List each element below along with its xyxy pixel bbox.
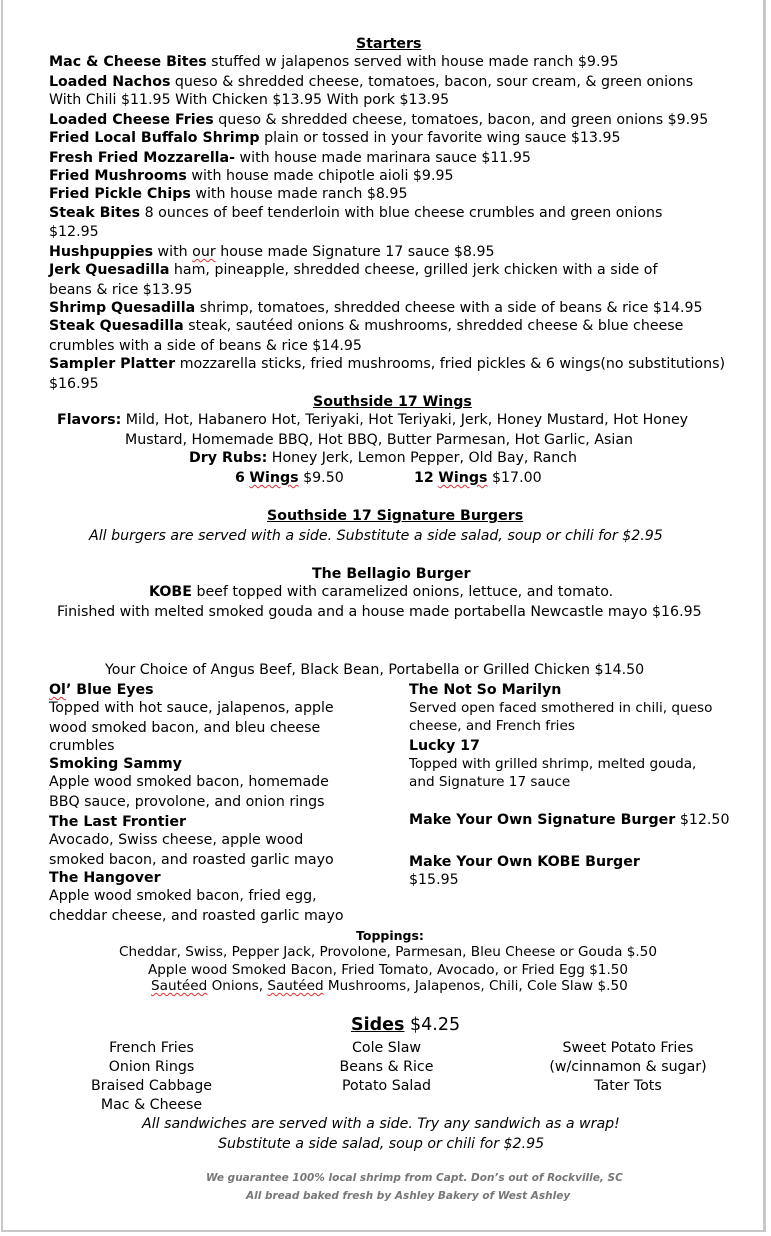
menu-item-loaded-cheese-fries	[49, 111, 708, 130]
menu-item-steak-quesadilla-cont: crumbles with a side of beans & rice $14.95	[49, 338, 362, 354]
menu-item-sampler-platter-price: $16.95	[49, 376, 99, 392]
item-desc: with house made chipotle aioli $9.95	[191, 168, 454, 184]
side-item: French Fries	[109, 1040, 194, 1056]
burger-last-frontier: The Last Frontier	[49, 814, 187, 830]
burger-desc-line: Topped with grilled shrimp, melted gouda,	[409, 756, 697, 772]
burger-desc-line: Served open faced smothered in chili, queso	[409, 700, 713, 716]
wings-flavors-line2: Mustard, Homemade BBQ, Hot BBQ, Butter Parmesan, Hot Garlic, Asian	[125, 432, 634, 448]
wings-dry-rubs	[189, 449, 577, 468]
item-desc: ham, pineapple, shredded cheese, grilled jerk chicken with a side of	[173, 262, 658, 278]
menu-item-buffalo-shrimp	[49, 129, 621, 148]
burger-lucky-17: Lucky 17	[409, 738, 480, 754]
side-item: (w/cinnamon & sugar)	[549, 1059, 707, 1075]
toppings-text: Mushrooms, Jalapenos, Chili, Cole Slaw $.50	[323, 978, 628, 994]
burger-desc-line: wood smoked bacon, and bleu cheese	[49, 720, 321, 736]
burger-choice: Your Choice of Angus Beef, Black Bean, Portabella or Grilled Chicken $14.50	[105, 662, 645, 678]
wings-twelve-count: 12	[414, 470, 434, 486]
burger-desc-line: BBQ sauce, provolone, and onion rings	[49, 794, 325, 810]
menu-item-mac-cheese-bites	[49, 53, 619, 72]
dry-rubs-label: Dry Rubs:	[189, 450, 268, 466]
toppings-line3	[151, 977, 628, 996]
footer-bread-note: All bread baked fresh by Ashley Bakery of West Ashley	[246, 1190, 571, 1202]
side-item: Beans & Rice	[339, 1059, 434, 1075]
menu-item-sampler-platter	[49, 355, 725, 374]
burger-ol-rest: ’ Blue Eyes	[65, 682, 154, 698]
item-desc: 8 ounces of beef tenderloin with blue cheese crumbles and green onions	[144, 205, 663, 221]
toppings-line2: Apple wood Smoked Bacon, Fried Tomato, Avocado, or Fried Egg $1.50	[148, 962, 629, 978]
item-name: Fried Pickle Chips	[49, 186, 191, 202]
toppings-heading: Toppings:	[356, 928, 424, 943]
wings-twelve-word: Wings	[438, 470, 488, 486]
item-name: Steak Quesadilla	[49, 318, 184, 334]
starters-heading: Starters	[356, 36, 422, 52]
burger-desc-line: cheese, and French fries	[409, 718, 575, 734]
menu-item-steak-bites	[49, 204, 662, 223]
menu-item-jerk-quesadilla-cont: beans & rice $13.95	[49, 282, 193, 298]
item-desc: with house made ranch $8.95	[195, 186, 408, 202]
burger-desc-line: cheddar cheese, and roasted garlic mayo	[49, 908, 344, 924]
burger-myo-kobe-price: $15.95	[409, 872, 459, 888]
burger-not-so-marilyn: The Not So Marilyn	[409, 682, 562, 698]
menu-item-loaded-nachos-options: With Chili $11.95 With Chicken $13.95 With pork $13.95	[49, 92, 450, 108]
item-desc: with house made marinara sauce $11.95	[239, 150, 531, 166]
wings-six-amount: $9.50	[303, 470, 344, 486]
side-item: Sweet Potato Fries	[562, 1040, 694, 1056]
menu-item-shrimp-quesadilla	[49, 299, 703, 318]
burger-ol-blue-eyes	[49, 681, 154, 700]
burger-desc-line: crumbles	[49, 738, 115, 754]
flavors-label: Flavors:	[57, 412, 122, 428]
item-name: Hushpuppies	[49, 244, 154, 260]
burger-desc-line: smoked bacon, and roasted garlic mayo	[49, 852, 334, 868]
burger-desc-line: Topped with hot sauce, jalapenos, apple	[49, 700, 334, 716]
item-name: Jerk Quesadilla	[49, 262, 170, 278]
sides-title: Sides	[351, 1015, 405, 1035]
side-item: Braised Cabbage	[91, 1078, 212, 1094]
toppings-sauteed: Sautéed	[267, 978, 324, 994]
wings-six-price	[235, 469, 344, 488]
item-desc: queso & shredded cheese, tomatoes, bacon, sour cream, & green onions	[174, 74, 694, 90]
side-item: Cole Slaw	[351, 1040, 421, 1056]
wings-six-count: 6	[235, 470, 245, 486]
footer-shrimp-note: We guarantee 100% local shrimp from Capt. Don’s out of Rockville, SC	[206, 1172, 623, 1184]
burger-hangover: The Hangover	[49, 870, 161, 886]
menu-item-steak-quesadilla	[49, 317, 683, 336]
menu-page	[1, 0, 766, 1232]
dry-rubs-list: Honey Jerk, Lemon Pepper, Old Bay, Ranch	[267, 450, 577, 466]
side-item: Onion Rings	[108, 1059, 195, 1075]
toppings-text: Onions,	[207, 978, 268, 994]
item-desc: plain or tossed in your favorite wing sauce $13.95	[264, 130, 621, 146]
side-item: Potato Salad	[341, 1078, 432, 1094]
item-name: Steak Bites	[49, 205, 141, 221]
wings-six-word: Wings	[249, 470, 299, 486]
toppings-line1: Cheddar, Swiss, Pepper Jack, Provolone, Parmesan, Bleu Cheese or Gouda $.50	[119, 944, 657, 960]
item-name: Fresh Fried Mozzarella-	[49, 150, 236, 166]
item-name: Sampler Platter	[49, 356, 176, 372]
menu-item-steak-bites-price: $12.95	[49, 224, 99, 240]
menu-item-fried-pickle-chips	[49, 185, 408, 204]
burger-smoking-sammy: Smoking Sammy	[49, 756, 182, 772]
wings-twelve-price	[414, 469, 542, 488]
bellagio-desc-line1	[149, 583, 613, 602]
item-desc: shrimp, tomatoes, shredded cheese with a side of beans & rice $14.95	[199, 300, 703, 316]
item-desc: mozzarella sticks, fried mushrooms, fried pickles & 6 wings(no substitutions)	[179, 356, 726, 372]
item-desc: with	[157, 244, 188, 260]
sides-note-1: All sandwiches are served with a side. Try any sandwich as a wrap!	[142, 1116, 620, 1132]
burger-make-your-own-signature	[409, 811, 729, 830]
sides-column-1	[79, 1039, 224, 1115]
item-name: Fried Mushrooms	[49, 168, 187, 184]
item-desc: queso & shredded cheese, tomatoes, bacon, and green onions $9.95	[218, 112, 709, 128]
burgers-heading: Southside 17 Signature Burgers	[267, 508, 524, 524]
flavors-list: Mild, Hot, Habanero Hot, Teriyaki, Hot Teriyaki, Jerk, Honey Mustard, Hot Honey	[121, 412, 689, 428]
toppings-sauteed: Sautéed	[151, 978, 208, 994]
burgers-note: All burgers are served with a side. Substitute a side salad, soup or chili for $2.95	[89, 528, 663, 544]
bellagio-desc-line2: Finished with melted smoked gouda and a house made portabella Newcastle mayo $16.95	[57, 604, 702, 620]
sides-heading	[351, 1013, 460, 1037]
sides-note-2: Substitute a side salad, soup or chili for $2.95	[218, 1136, 545, 1152]
wings-heading: Southside 17 Wings	[313, 394, 472, 410]
item-desc: house made Signature 17 sauce $8.95	[220, 244, 495, 260]
bellagio-title: The Bellagio Burger	[312, 566, 471, 582]
item-desc: steak, sautéed onions & mushrooms, shredded cheese & blue cheese	[188, 318, 684, 334]
bellagio-desc: beef topped with caramelized onions, lettuce, and tomato.	[191, 584, 614, 600]
burger-ol-prefix: Ol	[49, 682, 66, 698]
side-item: Mac & Cheese	[100, 1097, 203, 1113]
item-name: Loaded Nachos	[49, 74, 171, 90]
burger-myo-sig-name: Make Your Own Signature Burger	[409, 812, 676, 828]
menu-item-fried-mushrooms	[49, 167, 454, 186]
item-desc-spellcheck: our	[192, 244, 216, 260]
kobe-label: KOBE	[149, 584, 192, 600]
wings-twelve-amount: $17.00	[492, 470, 542, 486]
item-name: Fried Local Buffalo Shrimp	[49, 130, 260, 146]
menu-item-mozzarella	[49, 149, 531, 168]
side-item: Tater Tots	[594, 1078, 662, 1094]
wings-flavors-line1	[57, 411, 688, 430]
burger-make-your-own-kobe: Make Your Own KOBE Burger	[409, 854, 640, 870]
menu-item-hushpuppies	[49, 243, 495, 262]
burger-myo-sig-price: $12.50	[675, 812, 730, 828]
burger-desc-line: Apple wood smoked bacon, homemade	[49, 774, 329, 790]
sides-column-2	[314, 1039, 459, 1096]
item-name: Mac & Cheese Bites	[49, 54, 207, 70]
sides-column-3	[528, 1039, 728, 1096]
burger-desc-line: Avocado, Swiss cheese, apple wood	[49, 832, 304, 848]
menu-item-jerk-quesadilla	[49, 261, 657, 280]
item-desc: stuffed w jalapenos served with house made ranch $9.95	[211, 54, 619, 70]
item-name: Shrimp Quesadilla	[49, 300, 196, 316]
menu-item-loaded-nachos	[49, 73, 693, 92]
sides-price: $4.25	[404, 1015, 461, 1035]
burger-desc-line: and Signature 17 sauce	[409, 774, 571, 790]
item-name: Loaded Cheese Fries	[49, 112, 214, 128]
burger-desc-line: Apple wood smoked bacon, fried egg,	[49, 888, 317, 904]
